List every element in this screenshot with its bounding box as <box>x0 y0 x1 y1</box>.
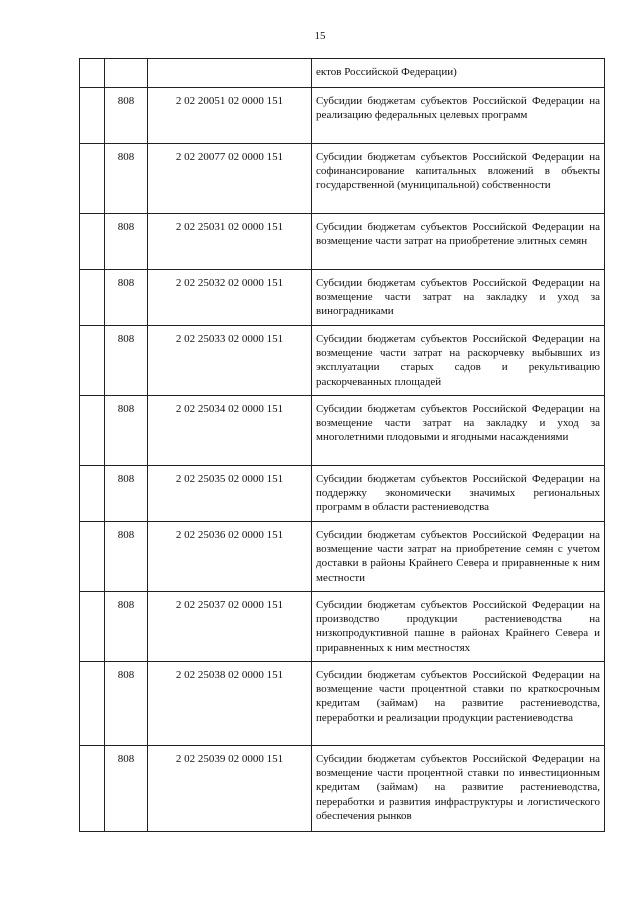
margin-cell <box>80 214 105 270</box>
revenue-code-cell: 2 02 25034 02 0000 151 <box>148 396 312 466</box>
admin-code-cell: 808 <box>105 326 148 396</box>
margin-cell <box>80 270 105 326</box>
admin-code-cell <box>105 59 148 88</box>
table-row <box>80 270 605 326</box>
description-cell: Субсидии бюджетам субъектов Российской Федерации на возмещение части процентной ставки по краткосрочным кредитам (займам) на развитие растениеводства, переработки и реализации продукции растениеводства <box>312 662 605 746</box>
admin-code-cell: 808 <box>105 88 148 144</box>
table-row <box>80 396 605 466</box>
table-row <box>80 88 605 144</box>
description-cell: Субсидии бюджетам субъектов Российской Федерации на возмещение части затрат на раскорчевку выбывших из эксплуатации старых садов и рекультивацию раскорчеванных площадей <box>312 326 605 396</box>
table-row <box>80 466 605 522</box>
revenue-code-cell: 2 02 20077 02 0000 151 <box>148 144 312 214</box>
revenue-code-cell: 2 02 25039 02 0000 151 <box>148 746 312 832</box>
revenue-code-cell: 2 02 25033 02 0000 151 <box>148 326 312 396</box>
table-row <box>80 522 605 592</box>
margin-cell <box>80 396 105 466</box>
revenue-code-cell: 2 02 25037 02 0000 151 <box>148 592 312 662</box>
revenue-code-cell: 2 02 25031 02 0000 151 <box>148 214 312 270</box>
table-row <box>80 662 605 746</box>
margin-cell <box>80 59 105 88</box>
revenue-code-cell: 2 02 25036 02 0000 151 <box>148 522 312 592</box>
admin-code-cell: 808 <box>105 214 148 270</box>
description-cell: Субсидии бюджетам субъектов Российской Федерации на возмещение части затрат на приобретение семян с учетом доставки в районы Крайнего Севера и приравненные к ним местности <box>312 522 605 592</box>
table-row <box>80 746 605 832</box>
admin-code-cell: 808 <box>105 592 148 662</box>
description-cell: Субсидии бюджетам субъектов Российской Федерации на реализацию федеральных целевых программ <box>312 88 605 144</box>
admin-code-cell: 808 <box>105 270 148 326</box>
margin-cell <box>80 592 105 662</box>
description-cell: Субсидии бюджетам субъектов Российской Федерации на возмещение части затрат на закладку и уход за многолетними плодовыми и ягодными насаждениями <box>312 396 605 466</box>
table-row <box>80 592 605 662</box>
table-row <box>80 326 605 396</box>
table-row <box>80 59 605 88</box>
margin-cell <box>80 326 105 396</box>
revenue-code-cell <box>148 59 312 88</box>
revenue-code-cell: 2 02 25035 02 0000 151 <box>148 466 312 522</box>
budget-table <box>79 58 605 832</box>
description-cell: Субсидии бюджетам субъектов Российской Федерации на производство продукции растениеводства на низкопродуктивной пашне в районах Крайнего Севера и приравненных к ним местностях <box>312 592 605 662</box>
margin-cell <box>80 662 105 746</box>
admin-code-cell: 808 <box>105 466 148 522</box>
description-cell: Субсидии бюджетам субъектов Российской Федерации на поддержку экономически значимых региональных программ в области растениеводства <box>312 466 605 522</box>
margin-cell <box>80 466 105 522</box>
description-cell: Субсидии бюджетам субъектов Российской Федерации на софинансирование капитальных вложений в объекты государственной (муниципальной) собственности <box>312 144 605 214</box>
margin-cell <box>80 144 105 214</box>
table-body <box>80 59 605 832</box>
page-number: 15 <box>314 30 326 42</box>
table-row <box>80 144 605 214</box>
admin-code-cell: 808 <box>105 396 148 466</box>
margin-cell <box>80 522 105 592</box>
admin-code-cell: 808 <box>105 144 148 214</box>
admin-code-cell: 808 <box>105 522 148 592</box>
revenue-code-cell: 2 02 25038 02 0000 151 <box>148 662 312 746</box>
description-cell: ектов Российской Федерации) <box>312 59 605 88</box>
revenue-code-cell: 2 02 25032 02 0000 151 <box>148 270 312 326</box>
description-cell: Субсидии бюджетам субъектов Российской Федерации на возмещение части затрат на закладку и уход за виноградниками <box>312 270 605 326</box>
admin-code-cell: 808 <box>105 662 148 746</box>
revenue-code-cell: 2 02 20051 02 0000 151 <box>148 88 312 144</box>
margin-cell <box>80 88 105 144</box>
table-row <box>80 214 605 270</box>
description-cell: Субсидии бюджетам субъектов Российской Федерации на возмещение части процентной ставки по инвестиционным кредитам (займам) на развитие растениеводства, переработки и развития инфраструктуры и логистического обеспечения рынков <box>312 746 605 832</box>
description-cell: Субсидии бюджетам субъектов Российской Федерации на возмещение части затрат на приобретение элитных семян <box>312 214 605 270</box>
margin-cell <box>80 746 105 832</box>
admin-code-cell: 808 <box>105 746 148 832</box>
